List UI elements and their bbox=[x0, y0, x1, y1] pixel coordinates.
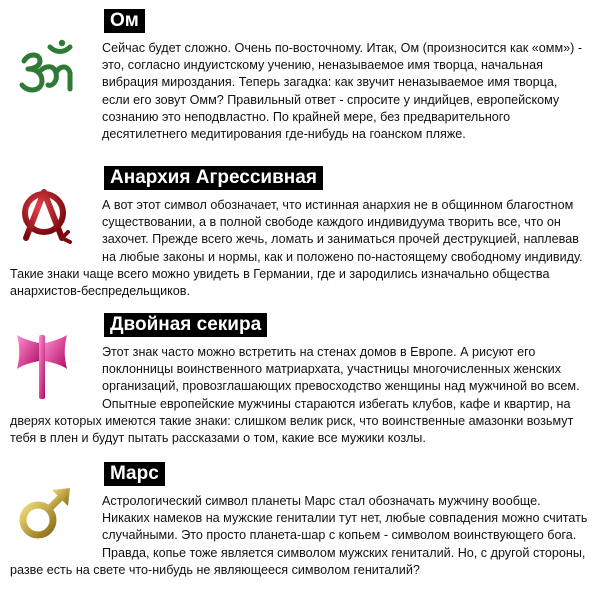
section-text: Этот знак часто можно встретить на стенах домов в Европе. А рисуют его поклонницы воинственного матриархата, участницы многочисленных женских организаций, провозглашающих превосходство женщины над мужчиной во всем. Опытные европейские мужчины стараются избегать клубов, кафе и квартир, на дверях которых имеются такие знаки: слишком велик риск, что воинственные амазонки возьмут тебя в плен и будут пытать рассказами о том, какие все мужики козлы. bbox=[10, 345, 580, 446]
section-title: Двойная секира bbox=[104, 313, 267, 337]
section-text: Астрологический символ планеты Марс стал обозначать мужчину вообще. Никаких намеков на мужские гениталии тут нет, любые совпадения можно считать случайными. Это просто планета-шар с копьем - символом воинствующего бога. Правда, копье тоже является символом мужских гениталий. Но, с другой стороны, разве есть на свете что-нибудь не являющееся символом гениталий? bbox=[10, 494, 588, 577]
section-title: Анархия Агрессивная bbox=[104, 166, 323, 190]
section-title: Ом bbox=[104, 9, 145, 33]
section-text: А вот этот символ обозначает, что истинная анархия не в общинном благостном существовании, а в полной свободе каждого индивидуума творить все, что он захочет. Прежде всего жечь, ломать и заниматься прочей деструкцией, наплевав на любые законы и нормы, как и положено по-настоящему свободному индивиду. Такие знаки чаще всего можно увидеть в Германии, где и зародились изначально общества анархистов-беспредельщиков. bbox=[10, 198, 583, 299]
section-text: Сейчас будет сложно. Очень по-восточному. Итак, Ом (произносится как «омм») - это, согласно индуистскому учению, неназываемое имя творца, начальная вибрация мироздания. Теперь загадка: как звучит неназываемое имя творца, если его зовут Омм? Правильный ответ - спросите у индийцев, европейскому сознанию это неподвластно. По крайней мере, без предварительного десятилетнего медитирования где-нибудь на гоанском пляже. bbox=[102, 41, 583, 142]
section-title: Марс bbox=[104, 462, 165, 486]
